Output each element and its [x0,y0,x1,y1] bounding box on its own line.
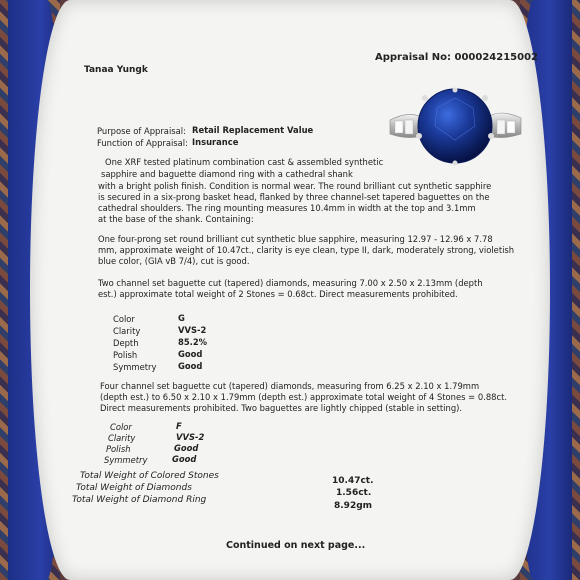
diamonds-line: Direct measurements prohibited. Two baguettes are lightly chipped (stable in setting). [100,403,463,413]
grade-value: G [178,313,185,323]
grade-label: Color [110,422,132,432]
total-label: Total Weight of Colored Stones [80,471,219,481]
total-label: Total Weight of Diamonds [76,483,192,493]
function-label: Function of Appraisal: [97,138,188,148]
grade-label: Polish [106,444,131,454]
description-line: with a bright polish finish. Condition is normal wear. The round brilliant cut synthetic sapphire [98,181,492,191]
client-name: Tanaa Yungk [84,65,148,75]
grade-value: VVS-2 [176,432,205,442]
diamonds-line: (depth est.) to 6.50 x 2.10 x 1.79mm (depth est.) approximate total weight of 4 Stones = 0.88ct. [100,392,508,402]
description-line: cathedral shoulders. The ring mounting measures 10.4mm in width at the top and 3.1mm [98,203,476,213]
sapphire-line: blue color, (GIA vB 7/4), cut is good. [98,256,250,266]
sapphire-line: mm, approximate weight of 10.47ct., clarity is eye clean, type II, dark, moderately strong, violetish [98,245,515,255]
description-line: is secured in a six-prong basket head, flanked by three channel-set tapered baguettes on the [98,192,490,202]
appraisal-document [30,0,550,580]
grade-value: Good [178,361,203,371]
total-value: 10.47ct. [332,476,374,486]
grade-label: Symmetry [113,362,157,372]
description-line: sapphire and baguette diamond ring with a cathedral shank [101,169,353,179]
ring-photo [385,78,525,178]
function-value: Insurance [192,137,239,147]
description-line: One XRF tested platinum combination cast & assembled synthetic [105,157,384,167]
diamonds-line: Four channel set baguette cut (tapered) diamonds, measuring from 6.25 x 2.10 x 1.79mm [100,381,480,391]
total-label: Total Weight of Diamond Ring [72,495,207,505]
grade-value: Good [178,349,203,359]
grade-label: Depth [113,338,139,348]
appraisal-number: Appraisal No: 000024215002 [375,52,538,63]
total-value: 1.56ct. [336,488,372,498]
grade-value: F [176,421,182,431]
grade-value: VVS-2 [178,325,207,335]
grade-value: 85.2% [178,337,208,347]
diamonds-line: Two channel set baguette cut (tapered) diamonds, measuring 7.00 x 2.50 x 2.13mm (depth [98,278,483,288]
grade-value: Good [172,454,197,464]
total-value: 8.92gm [334,501,373,511]
purpose-value: Retail Replacement Value [192,125,314,135]
grade-value: Good [174,443,199,453]
grade-label: Polish [113,350,138,360]
description-line: at the base of the shank. Containing: [98,214,254,224]
diamonds-line: est.) approximate total weight of 2 Stones = 0.68ct. Direct measurements prohibited. [98,289,458,299]
continued-note: Continued on next page... [226,540,366,551]
grade-label: Symmetry [104,455,148,465]
grade-label: Color [113,314,135,324]
sapphire-line: One four-prong set round brilliant cut synthetic blue sapphire, measuring 12.97 - 12.96 x 7.78 [98,234,493,244]
grade-label: Clarity [113,326,141,336]
purpose-label: Purpose of Appraisal: [97,126,186,136]
grade-label: Clarity [108,433,136,443]
